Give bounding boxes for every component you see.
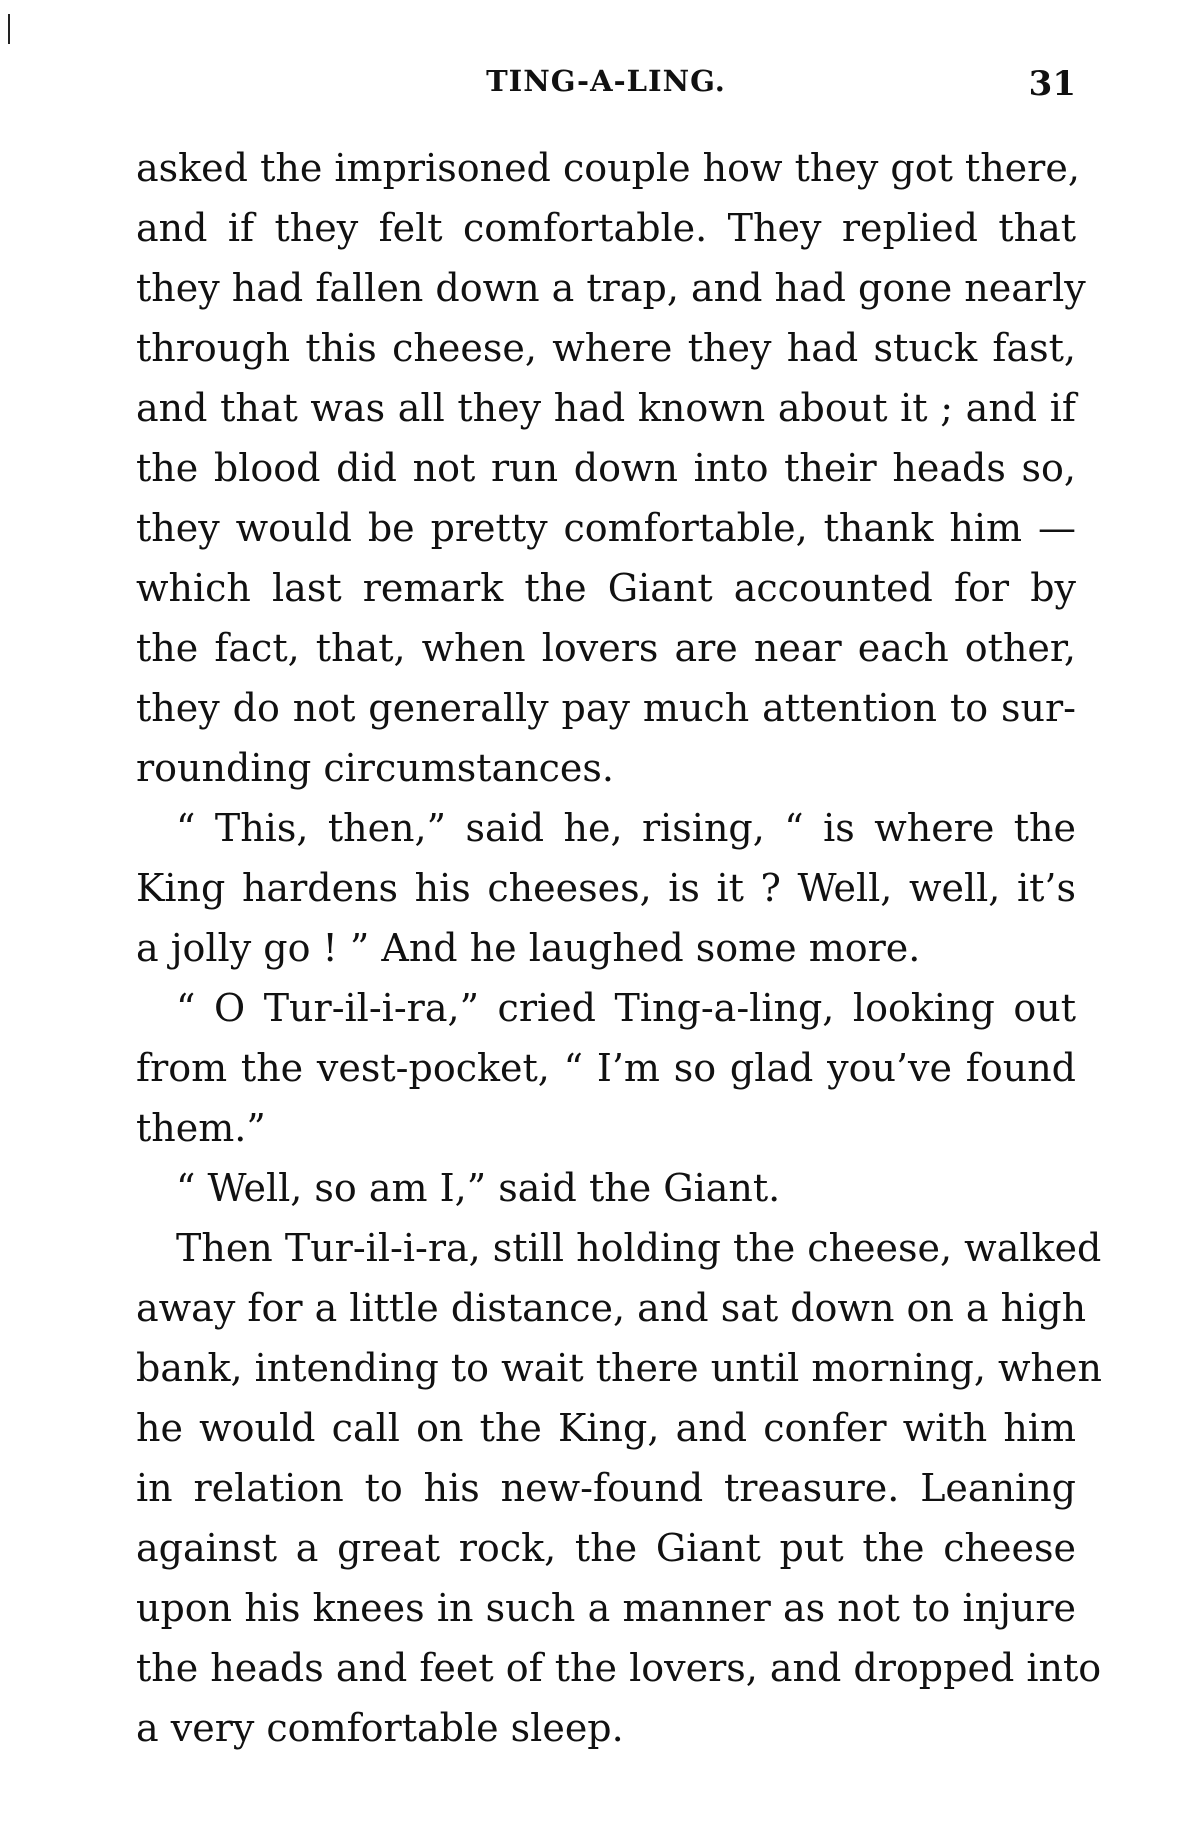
running-head [136,64,1076,114]
text-line: King hardens his cheeses, is it ? Well, well, it’s [136,866,1076,910]
text-line: and if they felt comfortable. They replied that [136,206,1076,250]
body-text [136,138,1102,1758]
page-number: 31 [1028,64,1076,104]
running-title: TING-A-LING. [486,64,726,98]
text-line: upon his knees in such a manner as not to injure [136,1586,1076,1630]
text-line: the blood did not run down into their heads so, [136,446,1076,490]
text-line: he would call on the King, and confer with him [136,1406,1076,1450]
text-line: them.” [136,1106,266,1150]
text-line: through this cheese, where they had stuck fast, [136,326,1076,370]
text-line: which last remark the Giant accounted for by [136,566,1076,610]
text-line: “ This, then,” said he, rising, “ is where the [176,806,1076,850]
text-line: from the vest-pocket, “ I’m so glad you’ve found [136,1046,1076,1090]
text-line: “ Well, so am I,” said the Giant. [176,1166,781,1210]
text-line: a jolly go ! ” And he laughed some more. [136,926,921,970]
text-line: Then Tur-il-i-ra, still holding the cheese, walked [176,1226,1102,1270]
text-line: they had fallen down a trap, and had gone nearly [136,266,1086,310]
text-line: and that was all they had known about it ; and if [136,386,1076,430]
text-line: in relation to his new-found treasure. Leaning [136,1466,1076,1510]
text-line: the heads and feet of the lovers, and dropped into [136,1646,1102,1690]
text-line: bank, intending to wait there until morning, when [136,1346,1102,1390]
text-line: a very comfortable sleep. [136,1706,624,1750]
text-line: away for a little distance, and sat down on a high [136,1286,1087,1330]
text-line: against a great rock, the Giant put the cheese [136,1526,1076,1570]
text-line: rounding circumstances. [136,746,614,790]
text-line: asked the imprisoned couple how they got there, [136,146,1080,190]
text-line: the fact, that, when lovers are near each other, [136,626,1076,670]
text-line: “ O Tur-il-i-ra,” cried Ting-a-ling, looking out [176,986,1076,1030]
text-line: they do not generally pay much attention to sur- [136,686,1076,730]
text-line: they would be pretty comfortable, thank him — [136,506,1076,550]
page-edge-mark [8,14,10,44]
